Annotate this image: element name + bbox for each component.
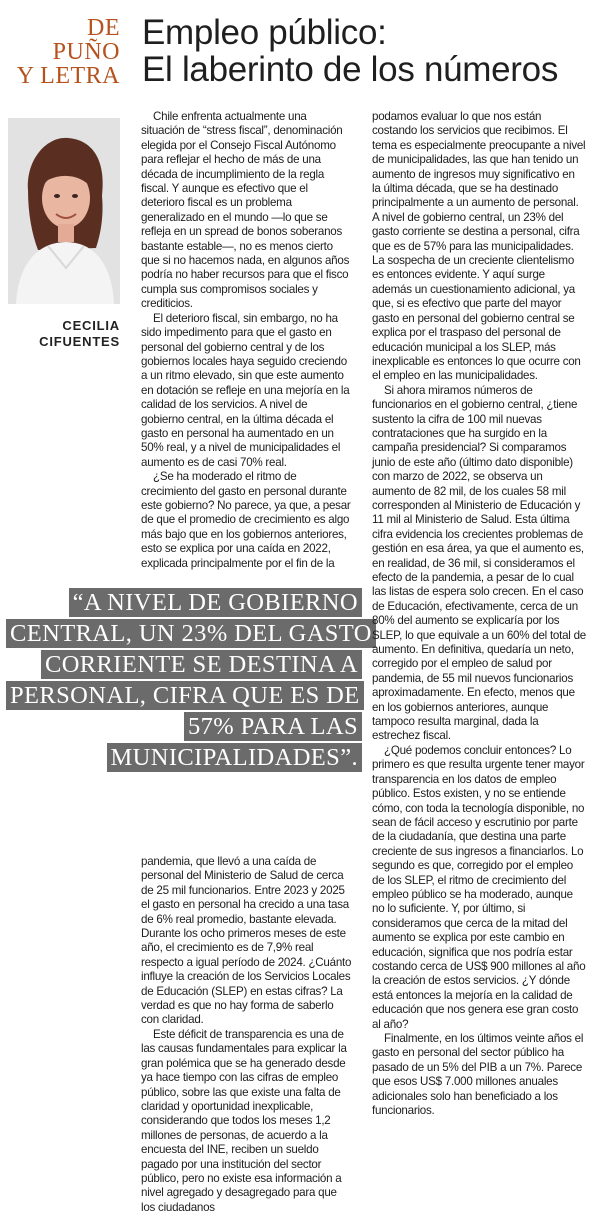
article-column-1-continued: [141, 855, 353, 1215]
author-photo-icon: [8, 118, 120, 304]
paragraph: Finalmente, en los últimos veinte años el gasto en personal del sector público ha pasado de un 5% del PIB a un 7%. Parece que esos US$ 7.000 millones anuales adicionales solo han beneficiado a los funcionarios.: [372, 1032, 584, 1118]
paragraph: pandemia, que llevó a una caída de personal del Ministerio de Salud de cerca de 25 mil funcionarios. Entre 2023 y 2025 el gasto en personal ha crecido a una tasa de 6% real promedio, bastante elevada. Durante los ocho primeros meses de este año, el crecimiento es de 7,9% real respecto a igual período de 2024. ¿Cuánto influye la creación de los Servicios Locales de Educación (SLEP) en estas cifras? La verdad es que no hay forma de saberlo con claridad.: [141, 855, 352, 1027]
article-column-2: [372, 110, 586, 1118]
section-heading-line: PUÑO: [52, 39, 120, 65]
author-last-name: CIFUENTES: [39, 334, 120, 349]
paragraph: El deterioro fiscal, sin embargo, no ha sido impedimento para que el gasto en personal del gobierno central y de los gobiernos locales haya seguido creciendo a un ritmo elevado, sin que este aumento en dotación se refleje en una mejoría en la calidad de los servicios. A nivel de gobierno central, en la última década el gasto en personal ha aumentado en un 50% real, y a nivel de municipalidades el aumento es de casi 70% real.: [141, 311, 350, 469]
article-headline: [142, 14, 592, 88]
article-column-1: [141, 110, 353, 571]
pull-quote-line: CENTRAL, UN 23% DEL GASTO: [6, 619, 376, 648]
pull-quote-line: “A NIVEL DE GOBIERNO: [69, 588, 362, 617]
section-heading-line: Y LETRA: [16, 63, 120, 89]
pull-quote-line: MUNICIPALIDADES”.: [107, 743, 363, 772]
pull-quote: [6, 588, 372, 774]
paragraph: Chile enfrenta actualmente una situación de “stress fiscal”, denominación elegida por el Consejo Fiscal Autónomo para reflejar el hecho de más de una década de incumplimiento de la regla fiscal. Y aunque es efectivo que el deterioro fiscal es un problema generalizado en el mundo —lo que se refleja en un spread de bonos soberanos bastante estable—, no es menos cierto que si no hacemos nada, en algunos años podría no haber recursos para que el fisco cumpla sus compromisos sociales y crediticios.: [141, 110, 350, 311]
paragraph: podamos evaluar lo que nos están costando los servicios que recibimos. El tema es especialmente preocupante a nivel de municipalidades, las que han tenido un aumento de ingresos muy significativo en la última década, que se ha destinado principalmente a un aumento de personal. A nivel de gobierno central, un 23% del gasto corriente se destina a personal, cifra que es de 57% para las municipalidades. La sospecha de un creciente clientelismo es entonces evidente. Y aquí surge además un cuestionamiento adicional, ya que, si es efectivo que parte del mayor gasto en personal del gobierno central se explica por el traspaso del personal de educación municipal a los SLEP, más inexplicable es entonces lo que ocurre con el empleo en las municipalidades.: [372, 110, 586, 383]
paragraph: Este déficit de transparencia es una de las causas fundamentales para explicar la gran polémica que se ha generado desde ya hace tiempo con las cifras de empleo público, sobre las que existe una falta de claridad y oportunidad inexplicable, considerando que todos los meses 1,2 millones de personas, de acuerdo a la encuesta del INE, reciben un sueldo pagado por una institución del sector público, pero no existe esa información a nivel agregado y desagregado para que los ciudadanos: [141, 1027, 347, 1214]
paragraph: Si ahora miramos números de funcionarios en el gobierno central, ¿tiene sustento la cifra de 100 mil nuevas contrataciones que ha surgido en la campaña presidencial? Si comparamos junio de este año (último dato disponible) con marzo de 2022, se observa un aumento de 82 mil, de los cuales 58 mil corresponden al Ministerio de Educación y 11 mil al Ministerio de Salud. Esta última cifra evidencia los crecientes problemas de gestión en esa área, ya que el aumento es, en realidad, de 36 mil, si consideramos el efecto de la pandemia, a pesar de lo cual las listas de espera solo crecen. En el caso de Educación, efectivamente, cerca de un 80% del aumento se explicaría por los SLEP, lo que equivale a un 60% del total de aumento. En definitiva, quedaría un neto, corregido por el empleo de salud por pandemia, de 55 mil nuevos funcionarios aproximadamente. En efecto, menos que en los gobiernos anteriores, aunque tampoco resulta marginal, dada la estrechez fiscal.: [372, 383, 586, 743]
author-name: [8, 318, 120, 350]
headline-line: El laberinto de los números: [142, 50, 559, 89]
author-first-name: CECILIA: [62, 318, 120, 333]
author-portrait: [8, 118, 120, 304]
pull-quote-line: CORRIENTE SE DESTINA A: [41, 650, 362, 679]
paragraph: ¿Se ha moderado el ritmo de crecimiento del gasto en personal durante este gobierno? No parece, ya que, a pesar de que el promedio de crecimiento es algo más bajo que en los gobiernos anteriores, esto se explica por una caída en 2022, explicada principalmente por el fin de la: [141, 470, 351, 570]
section-heading-line: DE: [87, 15, 120, 41]
pull-quote-line: PERSONAL, CIFRA QUE ES DE: [6, 681, 364, 710]
headline-line: Empleo público:: [142, 13, 387, 52]
pull-quote-line: 57% PARA LAS: [184, 712, 362, 741]
section-heading: [8, 16, 120, 88]
paragraph: ¿Qué podemos concluir entonces? Lo primero es que resulta urgente tener mayor transparencia en los datos de empleo público. Estos existen, y no se entiende cómo, con toda la tecnología disponible, no sean de fácil acceso y escrutinio por parte de la ciudadanía, que destina una parte creciente de sus ingresos a financiarlos. Lo segundo es que, corregido por el empleo de los SLEP, el ritmo de crecimiento del empleo público se ha moderado, aunque no lo suficiente. Y, por último, si consideramos que cerca de la mitad del aumento se explica por este cambio en educación, significa que nos podría estar costando cerca de US$ 900 millones al año la creación de estos servicios. ¿Y dónde está entonces la mejoría en la calidad de educación que nos genera ese gran costo al año?: [372, 743, 586, 1031]
